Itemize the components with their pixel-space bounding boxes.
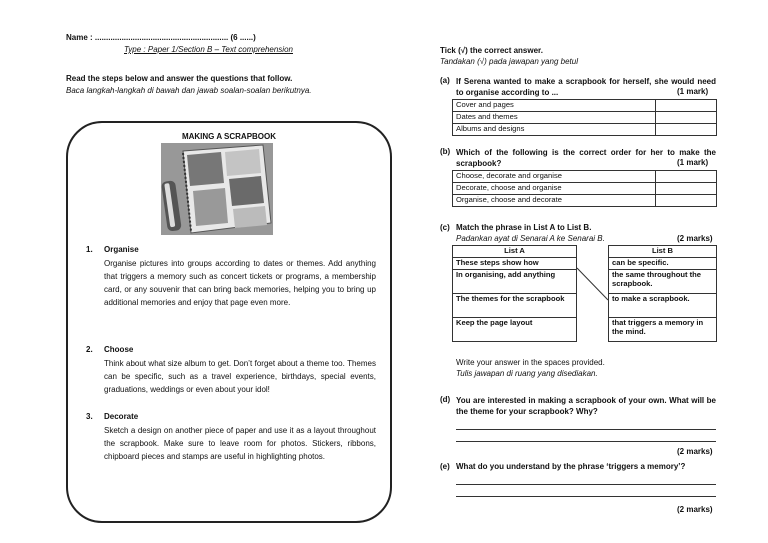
step-3-text: Sketch a design on another piece of paper and use it as a layout throughout the scrapbook. Make sure to leave room for photos. Stickers, ribbons, chipboard pieces and stamps are useful in highlighting photos. (104, 426, 376, 461)
step-3-heading: Decorate (104, 412, 139, 421)
instructions-ms: Baca langkah-langkah di bawah dan jawab soalan-soalan berikutnya. (66, 86, 312, 95)
list-a-header: List A (453, 246, 577, 258)
qa-option: Cover and pages (453, 100, 656, 112)
qb-label: (b) (440, 147, 451, 156)
tick-instruction-ms: Tandakan (√) pada jawapan yang betul (440, 57, 578, 66)
qa-option-row (453, 112, 717, 124)
qa-option-row (453, 100, 717, 112)
qd-answer-line[interactable] (456, 429, 716, 430)
qa-marks: (1 mark) (677, 87, 709, 96)
list-b-item: that triggers a memory in the mind. (609, 318, 717, 342)
step-3-number: 3. (86, 412, 93, 421)
qc-text-ms: Padankan ayat di Senarai A ke Senarai B. (456, 234, 605, 243)
qe-marks: (2 marks) (677, 505, 713, 514)
qb-option-row (453, 195, 717, 207)
scrapbook-photo (161, 143, 273, 235)
paper-type: Type : Paper 1/Section B – Text comprehension (124, 45, 293, 54)
qc-text: Match the phrase in List A to List B. (456, 223, 592, 232)
qe-answer-line[interactable] (456, 484, 716, 485)
qb-option: Decorate, choose and organise (453, 183, 656, 195)
qe-label: (e) (440, 462, 450, 471)
qc-label: (c) (440, 223, 450, 232)
step-1-heading: Organise (104, 245, 139, 254)
passage-title: MAKING A SCRAPBOOK (181, 132, 277, 141)
qb-option: Choose, decorate and organise (453, 171, 656, 183)
write-instruction-ms: Tulis jawapan di ruang yang disediakan. (456, 369, 598, 378)
qa-option-row (453, 124, 717, 136)
passage-box (66, 121, 392, 523)
qb-option-row (453, 171, 717, 183)
instructions-en: Read the steps below and answer the questions that follow. (66, 74, 293, 83)
list-b-item: the same throughout the scrapbook. (609, 270, 717, 294)
match-example-line (577, 245, 608, 347)
qa-label: (a) (440, 76, 450, 85)
qe-answer-line[interactable] (456, 496, 716, 497)
list-b-table (608, 245, 717, 342)
name-field: Name : ............................................................ (6 ......) (66, 33, 256, 42)
qc-marks: (2 marks) (677, 234, 713, 243)
list-b-item: can be specific. (609, 258, 717, 270)
qa-tick-box[interactable] (656, 100, 717, 112)
write-instruction-en: Write your answer in the spaces provided. (456, 358, 605, 367)
step-2-heading: Choose (104, 345, 134, 354)
qa-tick-box[interactable] (656, 112, 717, 124)
list-a-item: Keep the page layout (453, 318, 577, 342)
qb-option-row (453, 183, 717, 195)
list-a-table (452, 245, 577, 342)
list-b-header: List B (609, 246, 717, 258)
match-table (452, 245, 717, 347)
qa-option: Albums and designs (453, 124, 656, 136)
step-1-number: 1. (86, 245, 93, 254)
qa-option: Dates and themes (453, 112, 656, 124)
qb-marks: (1 mark) (677, 158, 709, 167)
qb-options-table (452, 170, 717, 207)
list-b-item: to make a scrapbook. (609, 294, 717, 318)
qb-option: Organise, choose and decorate (453, 195, 656, 207)
qd-label: (d) (440, 395, 451, 404)
qd-marks: (2 marks) (677, 447, 713, 456)
step-2-number: 2. (86, 345, 93, 354)
list-a-item: The themes for the scrapbook (453, 294, 577, 318)
qb-tick-box[interactable] (656, 183, 717, 195)
qb-tick-box[interactable] (656, 195, 717, 207)
list-a-item: In organising, add anything (453, 270, 577, 294)
qa-options-table (452, 99, 717, 136)
step-1-text: Organise pictures into groups according to dates or themes. Add anything that triggers a memory such as concert tickets or programs, a membership card, or any souvenir that can bring back memories, helping you to bring up additional memories and enjoy that page even more. (104, 259, 376, 307)
qa-tick-box[interactable] (656, 124, 717, 136)
tick-instruction-en: Tick (√) the correct answer. (440, 46, 543, 55)
step-2-text: Think about what size album to get. Don’t forget about a theme too. Themes can be specific, such as a travel experience, birthdays, special events, graduations, weddings or even about your idol! (104, 359, 376, 394)
qd-answer-line[interactable] (456, 441, 716, 442)
qd-text: You are interested in making a scrapbook of your own. What will be the theme for your scrapbook? Why? (456, 396, 716, 416)
qb-text: Which of the following is the correct order for her to make the scrapbook? (456, 148, 716, 168)
qa-text: If Serena wanted to make a scrapbook for herself, she would need to organise according to ... (456, 77, 716, 97)
list-a-item: These steps show how (453, 258, 577, 270)
qe-text: What do you understand by the phrase ‘triggers a memory’? (456, 462, 686, 471)
qb-tick-box[interactable] (656, 171, 717, 183)
